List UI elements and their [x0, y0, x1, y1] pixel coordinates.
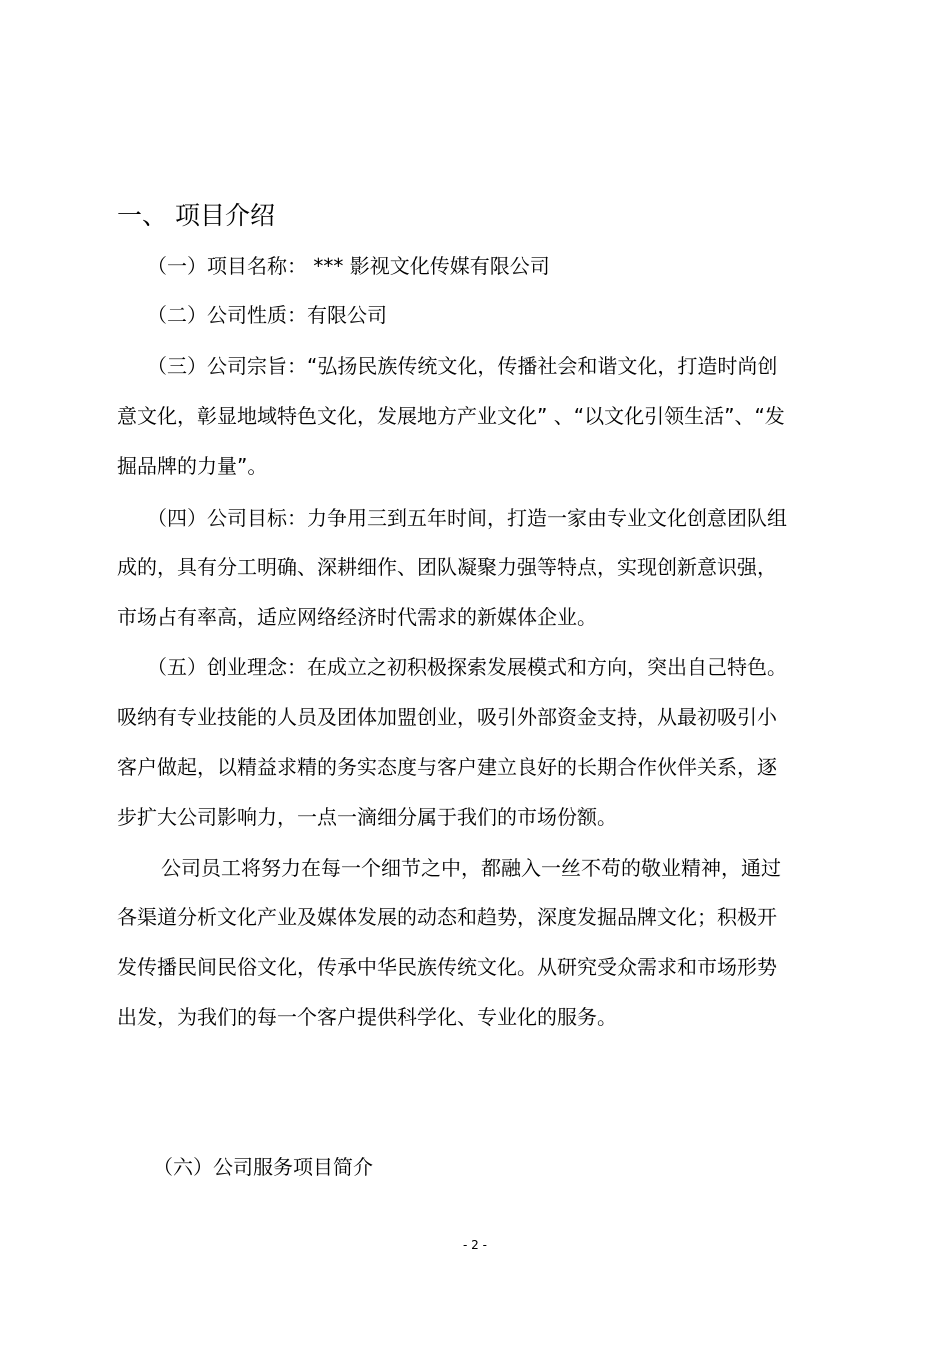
item-2-company-nature: （二）公司性质：有限公司	[147, 303, 387, 327]
page-number: - 2 -	[463, 1238, 487, 1252]
item-5-concept-line-3: 客户做起，以精益求精的务实态度与客户建立良好的长期合作伙伴关系，逐	[117, 755, 777, 779]
item-4-goal-line-3: 市场占有率高，适应网络经济时代需求的新媒体企业。	[117, 605, 597, 629]
staff-paragraph-line-3: 发传播民间民俗文化，传承中华民族传统文化。从研究受众需求和市场形势	[117, 955, 777, 979]
staff-paragraph-line-1: 公司员工将努力在每一个细节之中，都融入一丝不苟的敬业精神，通过	[161, 856, 781, 880]
item-3-mission-line-2: 意文化，彰显地域特色文化，发展地方产业文化” 、“以文化引领生活”、“发	[117, 404, 785, 428]
section-heading	[117, 196, 275, 236]
staff-paragraph-line-2: 各渠道分析文化产业及媒体发展的动态和趋势，深度发掘品牌文化；积极开	[117, 905, 777, 929]
item-3-mission-line-1: （三）公司宗旨：“弘扬民族传统文化，传播社会和谐文化，打造时尚创	[147, 354, 778, 378]
staff-paragraph-line-4: 出发，为我们的每一个客户提供科学化、专业化的服务。	[117, 1005, 617, 1029]
item-3-mission-line-3: 掘品牌的力量”。	[117, 454, 268, 478]
item-5-concept-line-4: 步扩大公司影响力，一点一滴细分属于我们的市场份额。	[117, 805, 617, 829]
item-4-goal-line-2: 成的，具有分工明确、深耕细作、团队凝聚力强等特点，实现创新意识强，	[117, 555, 777, 579]
item-4-goal-line-1: （四）公司目标：力争用三到五年时间，打造一家由专业文化创意团队组	[147, 506, 787, 530]
section-number: 一、	[117, 201, 168, 230]
item-5-concept-line-1: （五）创业理念：在成立之初积极探索发展模式和方向，突出自己特色。	[147, 655, 787, 679]
item-6-services-heading: （六）公司服务项目简介	[153, 1155, 373, 1179]
item-1-project-name: （一）项目名称： *** 影视文化传媒有限公司	[147, 254, 550, 278]
item-5-concept-line-2: 吸纳有专业技能的人员及团体加盟创业，吸引外部资金支持，从最初吸引小	[117, 705, 777, 729]
section-title: 项目介绍	[175, 201, 276, 230]
